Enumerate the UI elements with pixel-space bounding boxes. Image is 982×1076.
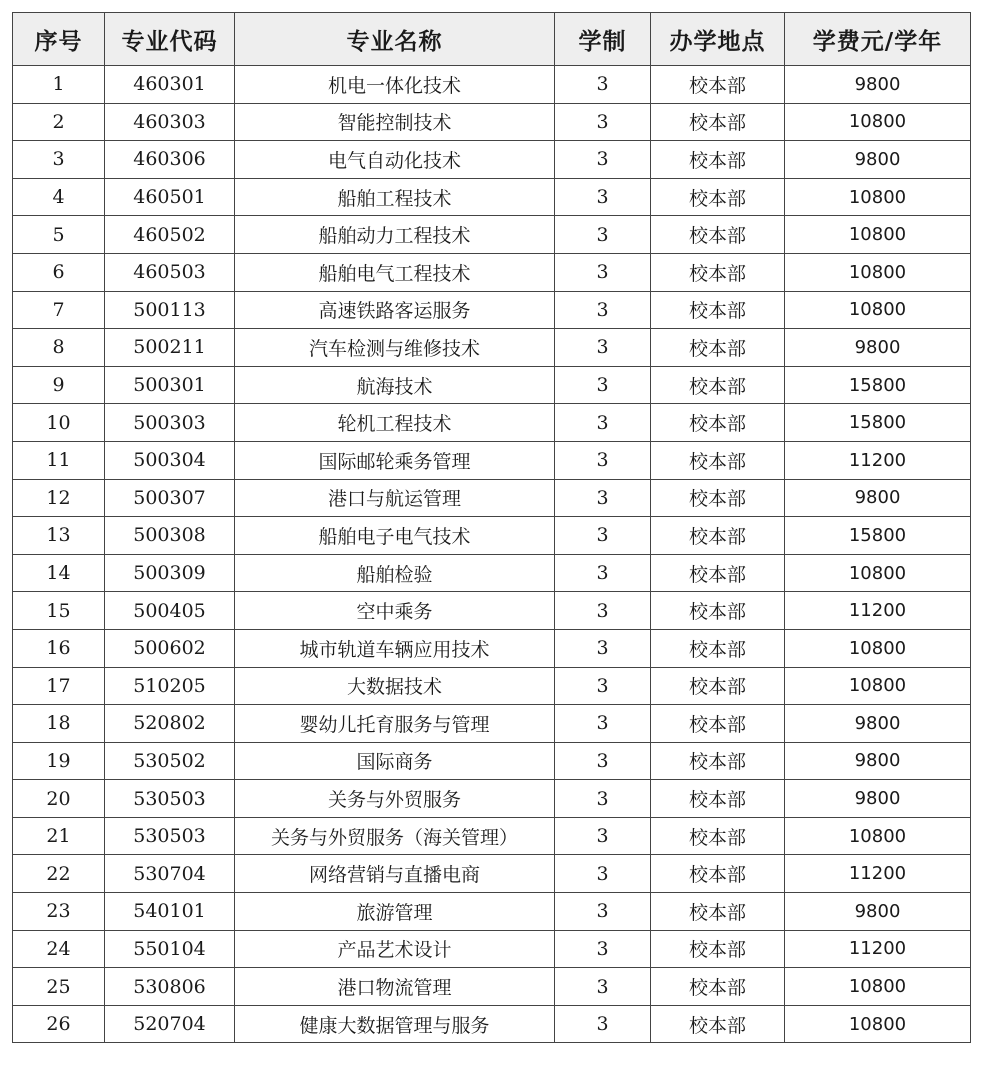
cell-fee: 9800 [785, 705, 971, 743]
cell-fee: 10800 [785, 554, 971, 592]
cell-seq: 21 [13, 817, 105, 855]
table-row [13, 329, 971, 367]
cell-site: 校本部 [651, 141, 785, 179]
cell-fee: 11200 [785, 441, 971, 479]
cell-code: 500113 [105, 291, 235, 329]
table-row [13, 291, 971, 329]
cell-seq: 18 [13, 705, 105, 743]
cell-years: 3 [555, 216, 651, 254]
cell-site: 校本部 [651, 667, 785, 705]
cell-fee: 9800 [785, 479, 971, 517]
cell-code: 500303 [105, 404, 235, 442]
cell-seq: 13 [13, 517, 105, 555]
cell-seq: 24 [13, 930, 105, 968]
cell-years: 3 [555, 554, 651, 592]
header-row [13, 13, 971, 66]
cell-site: 校本部 [651, 103, 785, 141]
cell-code: 520704 [105, 1005, 235, 1043]
cell-years: 3 [555, 66, 651, 104]
cell-code: 510205 [105, 667, 235, 705]
cell-seq: 15 [13, 592, 105, 630]
cell-years: 3 [555, 855, 651, 893]
cell-fee: 10800 [785, 817, 971, 855]
cell-seq: 6 [13, 253, 105, 291]
cell-name: 高速铁路客运服务 [235, 291, 555, 329]
table-row [13, 517, 971, 555]
header-fee: 学费元/学年 [785, 13, 971, 66]
cell-name: 国际邮轮乘务管理 [235, 441, 555, 479]
cell-name: 港口与航运管理 [235, 479, 555, 517]
cell-years: 3 [555, 103, 651, 141]
cell-name: 旅游管理 [235, 893, 555, 931]
cell-name: 机电一体化技术 [235, 66, 555, 104]
cell-site: 校本部 [651, 329, 785, 367]
cell-site: 校本部 [651, 517, 785, 555]
cell-site: 校本部 [651, 592, 785, 630]
cell-name: 港口物流管理 [235, 968, 555, 1006]
cell-fee: 9800 [785, 141, 971, 179]
cell-code: 530806 [105, 968, 235, 1006]
cell-seq: 25 [13, 968, 105, 1006]
cell-seq: 9 [13, 366, 105, 404]
cell-years: 3 [555, 517, 651, 555]
cell-site: 校本部 [651, 780, 785, 818]
cell-years: 3 [555, 141, 651, 179]
cell-fee: 11200 [785, 592, 971, 630]
cell-seq: 8 [13, 329, 105, 367]
cell-code: 530503 [105, 817, 235, 855]
table-body [13, 66, 971, 1043]
cell-years: 3 [555, 479, 651, 517]
cell-site: 校本部 [651, 66, 785, 104]
cell-code: 460502 [105, 216, 235, 254]
cell-code: 500211 [105, 329, 235, 367]
cell-fee: 10800 [785, 253, 971, 291]
cell-code: 500308 [105, 517, 235, 555]
cell-site: 校本部 [651, 404, 785, 442]
table-row [13, 404, 971, 442]
cell-code: 530503 [105, 780, 235, 818]
cell-years: 3 [555, 968, 651, 1006]
cell-code: 540101 [105, 893, 235, 931]
table-row [13, 705, 971, 743]
cell-code: 520802 [105, 705, 235, 743]
table-row [13, 366, 971, 404]
cell-name: 船舶动力工程技术 [235, 216, 555, 254]
cell-fee: 15800 [785, 366, 971, 404]
cell-name: 关务与外贸服务（海关管理） [235, 817, 555, 855]
cell-years: 3 [555, 366, 651, 404]
cell-seq: 5 [13, 216, 105, 254]
cell-seq: 3 [13, 141, 105, 179]
cell-site: 校本部 [651, 817, 785, 855]
cell-fee: 11200 [785, 930, 971, 968]
table-row [13, 479, 971, 517]
cell-site: 校本部 [651, 441, 785, 479]
table-row [13, 742, 971, 780]
table-row [13, 103, 971, 141]
table-row [13, 968, 971, 1006]
table-row [13, 930, 971, 968]
cell-code: 500405 [105, 592, 235, 630]
cell-site: 校本部 [651, 479, 785, 517]
header-site: 办学地点 [651, 13, 785, 66]
table-row [13, 629, 971, 667]
cell-years: 3 [555, 441, 651, 479]
table-header [13, 13, 971, 66]
cell-fee: 10800 [785, 178, 971, 216]
cell-code: 460503 [105, 253, 235, 291]
header-code: 专业代码 [105, 13, 235, 66]
cell-seq: 1 [13, 66, 105, 104]
cell-years: 3 [555, 667, 651, 705]
cell-code: 500307 [105, 479, 235, 517]
cell-years: 3 [555, 629, 651, 667]
cell-site: 校本部 [651, 968, 785, 1006]
cell-years: 3 [555, 592, 651, 630]
cell-seq: 26 [13, 1005, 105, 1043]
cell-fee: 9800 [785, 893, 971, 931]
cell-fee: 9800 [785, 329, 971, 367]
cell-fee: 10800 [785, 216, 971, 254]
cell-fee: 10800 [785, 291, 971, 329]
cell-code: 460303 [105, 103, 235, 141]
cell-site: 校本部 [651, 1005, 785, 1043]
header-seq: 序号 [13, 13, 105, 66]
cell-seq: 16 [13, 629, 105, 667]
table-row [13, 441, 971, 479]
cell-code: 530502 [105, 742, 235, 780]
cell-seq: 10 [13, 404, 105, 442]
cell-years: 3 [555, 1005, 651, 1043]
cell-fee: 10800 [785, 1005, 971, 1043]
table-row [13, 253, 971, 291]
table-row [13, 141, 971, 179]
cell-site: 校本部 [651, 629, 785, 667]
cell-name: 轮机工程技术 [235, 404, 555, 442]
cell-site: 校本部 [651, 366, 785, 404]
cell-code: 460306 [105, 141, 235, 179]
cell-seq: 19 [13, 742, 105, 780]
cell-seq: 20 [13, 780, 105, 818]
cell-fee: 10800 [785, 968, 971, 1006]
cell-years: 3 [555, 780, 651, 818]
cell-name: 电气自动化技术 [235, 141, 555, 179]
cell-name: 智能控制技术 [235, 103, 555, 141]
cell-name: 船舶电气工程技术 [235, 253, 555, 291]
cell-code: 550104 [105, 930, 235, 968]
cell-name: 健康大数据管理与服务 [235, 1005, 555, 1043]
table-row [13, 554, 971, 592]
cell-fee: 10800 [785, 629, 971, 667]
cell-fee: 9800 [785, 780, 971, 818]
cell-site: 校本部 [651, 178, 785, 216]
table-row [13, 893, 971, 931]
table-row [13, 667, 971, 705]
cell-seq: 12 [13, 479, 105, 517]
cell-code: 460501 [105, 178, 235, 216]
cell-years: 3 [555, 178, 651, 216]
cell-years: 3 [555, 742, 651, 780]
cell-years: 3 [555, 404, 651, 442]
cell-site: 校本部 [651, 554, 785, 592]
table-row [13, 1005, 971, 1043]
cell-name: 关务与外贸服务 [235, 780, 555, 818]
cell-years: 3 [555, 705, 651, 743]
cell-years: 3 [555, 253, 651, 291]
cell-fee: 9800 [785, 66, 971, 104]
cell-site: 校本部 [651, 216, 785, 254]
cell-fee: 10800 [785, 667, 971, 705]
cell-years: 3 [555, 893, 651, 931]
cell-seq: 4 [13, 178, 105, 216]
table-row [13, 66, 971, 104]
cell-site: 校本部 [651, 855, 785, 893]
cell-name: 汽车检测与维修技术 [235, 329, 555, 367]
cell-name: 产品艺术设计 [235, 930, 555, 968]
cell-years: 3 [555, 329, 651, 367]
cell-seq: 14 [13, 554, 105, 592]
cell-name: 空中乘务 [235, 592, 555, 630]
cell-name: 船舶电子电气技术 [235, 517, 555, 555]
program-table-container [12, 12, 970, 1043]
cell-seq: 7 [13, 291, 105, 329]
header-years: 学制 [555, 13, 651, 66]
cell-seq: 11 [13, 441, 105, 479]
cell-years: 3 [555, 817, 651, 855]
cell-code: 500602 [105, 629, 235, 667]
cell-seq: 23 [13, 893, 105, 931]
cell-fee: 11200 [785, 855, 971, 893]
cell-name: 国际商务 [235, 742, 555, 780]
cell-years: 3 [555, 291, 651, 329]
cell-years: 3 [555, 930, 651, 968]
cell-site: 校本部 [651, 705, 785, 743]
table-row [13, 216, 971, 254]
cell-fee: 10800 [785, 103, 971, 141]
table-row [13, 178, 971, 216]
cell-code: 500301 [105, 366, 235, 404]
cell-code: 500309 [105, 554, 235, 592]
cell-site: 校本部 [651, 291, 785, 329]
cell-site: 校本部 [651, 893, 785, 931]
cell-name: 航海技术 [235, 366, 555, 404]
cell-seq: 2 [13, 103, 105, 141]
cell-name: 船舶检验 [235, 554, 555, 592]
cell-name: 网络营销与直播电商 [235, 855, 555, 893]
table-row [13, 780, 971, 818]
table-row [13, 817, 971, 855]
cell-seq: 17 [13, 667, 105, 705]
cell-seq: 22 [13, 855, 105, 893]
cell-site: 校本部 [651, 930, 785, 968]
cell-name: 大数据技术 [235, 667, 555, 705]
cell-code: 500304 [105, 441, 235, 479]
header-name: 专业名称 [235, 13, 555, 66]
cell-name: 婴幼儿托育服务与管理 [235, 705, 555, 743]
cell-fee: 15800 [785, 404, 971, 442]
cell-code: 460301 [105, 66, 235, 104]
cell-fee: 9800 [785, 742, 971, 780]
cell-name: 城市轨道车辆应用技术 [235, 629, 555, 667]
cell-code: 530704 [105, 855, 235, 893]
table-row [13, 855, 971, 893]
table-row [13, 592, 971, 630]
program-fee-table [12, 12, 971, 1043]
cell-site: 校本部 [651, 253, 785, 291]
cell-fee: 15800 [785, 517, 971, 555]
cell-site: 校本部 [651, 742, 785, 780]
cell-name: 船舶工程技术 [235, 178, 555, 216]
